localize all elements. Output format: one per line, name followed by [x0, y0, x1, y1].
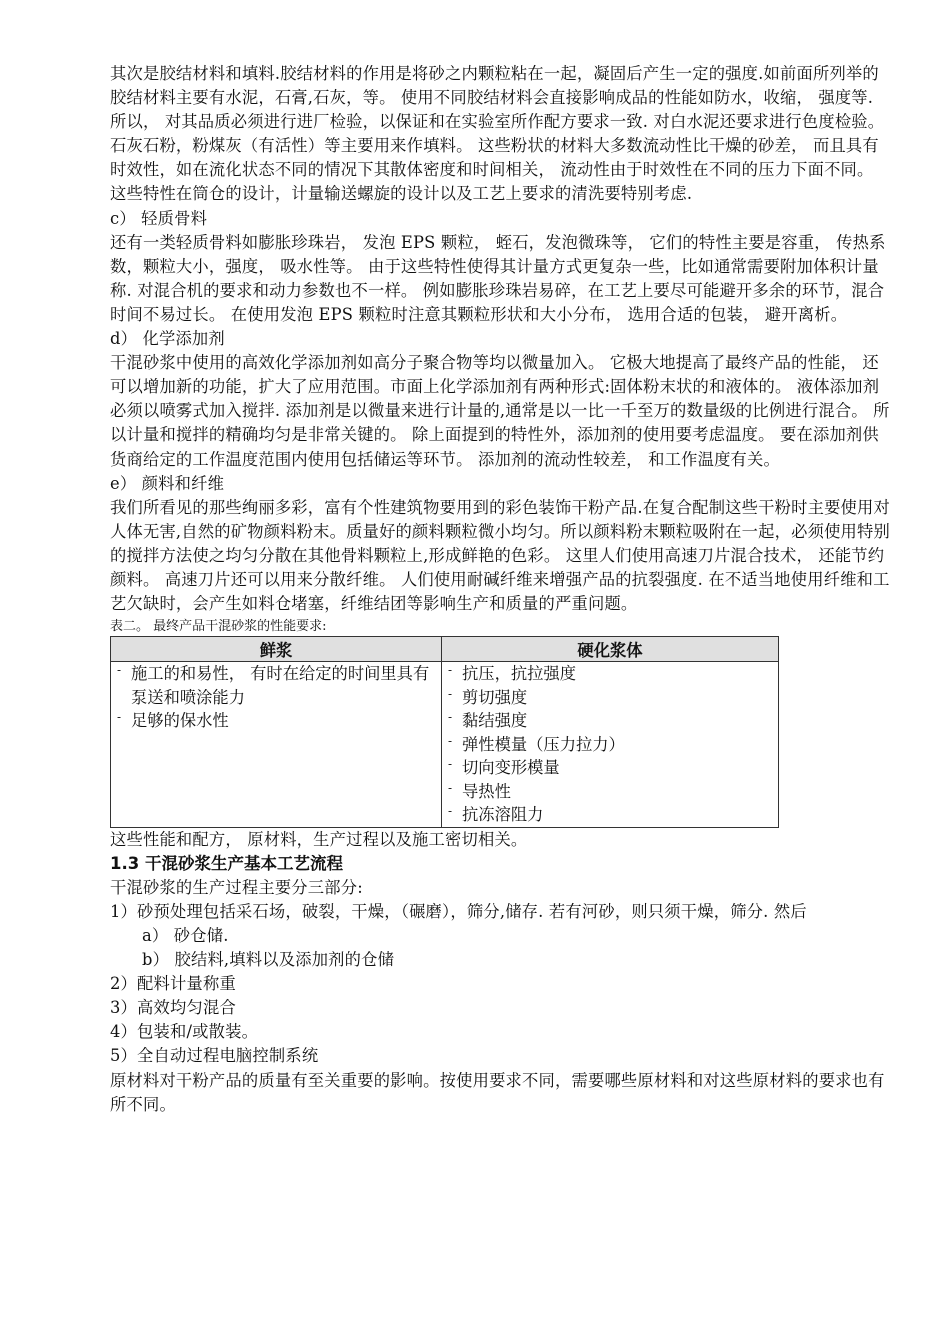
list-item: - 足够的保水性: [115, 709, 441, 733]
paragraph-closing: 原材料对干粉产品的质量有至关重要的影响。按使用要求不同，需要哪些原材料和对这些原材料的要求也有所不同。: [110, 1070, 885, 1114]
step-5: 5）全自动过程电脑控制系统: [110, 1046, 319, 1066]
bullet-dash: -: [448, 663, 453, 678]
subheading-lightweight-aggregate: c） 轻质骨料: [110, 208, 208, 228]
bullet-dash: -: [448, 804, 453, 819]
step-3: 3）高效均匀混合: [110, 998, 236, 1018]
subheading-chemical-additives: d） 化学添加剂: [110, 329, 225, 349]
step-1a: a） 砂仓储.: [142, 925, 229, 945]
bullet-dash: -: [448, 757, 453, 772]
list-item: - 施工的和易性， 有时在给定的时间里具有泵送和喷涂能力: [115, 662, 441, 709]
header-fresh-mortar: 鲜浆: [111, 637, 442, 662]
header-hardened-mortar: 硬化浆体: [442, 637, 779, 662]
table-header-row: [111, 637, 779, 662]
paragraph-lightweight-aggregate: 还有一类轻质骨料如膨胀珍珠岩， 发泡 EPS 颗粒， 蛭石，发泡微珠等， 它们的特性主要是容重， 传热系数，颗粒大小，强度， 吸水性等。 由于这些特性使得其计量方式更复杂一些，比如通常需要附加体积计量称. 对混合机的要求和动力参数也不一样。 例如膨胀珍珠岩易碎，在工艺上要尽可能避开多余的环节，混合时间不易过长。 在使用发泡 EPS 颗粒时注意其颗粒形状和大小分布， 选用合适的包装， 避开离析。: [110, 232, 886, 324]
paragraph-after-table: 这些性能和配方， 原材料，生产过程以及施工密切相关。: [110, 829, 528, 849]
performance-table: [110, 636, 779, 828]
fresh-mortar-cell: [111, 662, 442, 828]
bullet-dash: -: [448, 780, 453, 795]
list-item: - 弹性模量（压力拉力）: [446, 733, 778, 757]
list-item: - 剪切强度: [446, 686, 778, 710]
table-caption: 表二。 最终产品干混砂浆的性能要求:: [110, 619, 327, 635]
bullet-dash: -: [448, 686, 453, 701]
step-1: 1）砂预处理包括采石场，破裂，干燥，（碾磨），筛分,储存. 若有河砂，则只须干燥，筛分. 然后: [110, 901, 807, 921]
paragraph-binders: 其次是胶结材料和填料.胶结材料的作用是将砂之内颗粒粘在一起，凝固后产生一定的强度.如前面所列举的胶结材料主要有水泥，石膏,石灰，等。 使用不同胶结材料会直接影响成品的性能如防水，收缩， 强度等. 所以， 对其品质必须进行进厂检验，以保证和在实验室所作配方要求一致. 对白水泥还要求进行色度检验。 石灰石粉，粉煤灰（有活性）等主要用来作填料。 这些粉状的材料大多数流动性比干燥的砂差， 而且具有时效性，如在流化状态不同的情况下其散体密度和时间相关， 流动性由于时效性在不同的压力下面不同。 这些特性在筒仓的设计，计量输送螺旋的设计以及工艺上要求的清洗要特别考虑.: [110, 64, 885, 204]
bullet-dash: -: [448, 733, 453, 748]
list-item: - 导热性: [446, 780, 778, 804]
bullet-dash: -: [117, 710, 122, 725]
table-row: [111, 662, 779, 828]
step-2: 2）配料计量称重: [110, 974, 236, 994]
step-4: 4）包装和/或散装。: [110, 1022, 259, 1042]
paragraph-chemical-additives: 干混砂浆中使用的高效化学添加剂如高分子聚合物等均以微量加入。 它极大地提高了最终产品的性能， 还可以增加新的功能，扩大了应用范围。市面上化学添加剂有两种形式:固体粉末状的和液体的。 液体添加剂必须以喷雾式加入搅拌. 添加剂是以微量来进行计量的,通常是以一比一千至万的数量级的比例进行混合。 所以计量和搅拌的精确均匀是非常关键的。 除上面提到的特性外，添加剂的使用要考虑温度。 要在添加剂供货商给定的工作温度范围内使用包括储运等环节。 添加剂的流动性较差， 和工作温度有关。: [110, 353, 890, 469]
section-heading: 1.3 干混砂浆生产基本工艺流程: [110, 853, 343, 873]
subheading-pigments-fibers: e） 颜料和纤维: [110, 473, 225, 493]
step-1b: b） 胶结料,填料以及添加剂的仓储: [142, 950, 395, 970]
document-page: [110, 62, 890, 1117]
list-item: - 黏结强度: [446, 709, 778, 733]
bullet-dash: -: [117, 663, 122, 678]
paragraph-pigments-fibers: 我们所看见的那些绚丽多彩，富有个性建筑物要用到的彩色装饰干粉产品.在复合配制这些干粉时主要使用对人体无害,自然的矿物颜料粉末。质量好的颜料颗粒微小均匀。所以颜料粉末颗粒吸附在一起，必须使用特别的搅拌方法使之均匀分散在其他骨料颗粒上,形成鲜艳的色彩。 这里人们使用高速刀片混合技术， 还能节约颜料。 高速刀片还可以用来分散纤维。 人们使用耐碱纤维来增强产品的抗裂强度. 在不适当地使用纤维和工艺欠缺时，会产生如料仓堵塞，纤维结团等影响生产和质量的严重问题。: [110, 497, 890, 614]
list-item: - 切向变形模量: [446, 756, 778, 780]
bullet-dash: -: [448, 710, 453, 725]
list-item: - 抗冻溶阻力: [446, 803, 778, 827]
hardened-mortar-cell: [442, 662, 779, 828]
list-item: - 抗压，抗拉强度: [446, 662, 778, 686]
process-intro: 干混砂浆的生产过程主要分三部分:: [110, 877, 363, 897]
